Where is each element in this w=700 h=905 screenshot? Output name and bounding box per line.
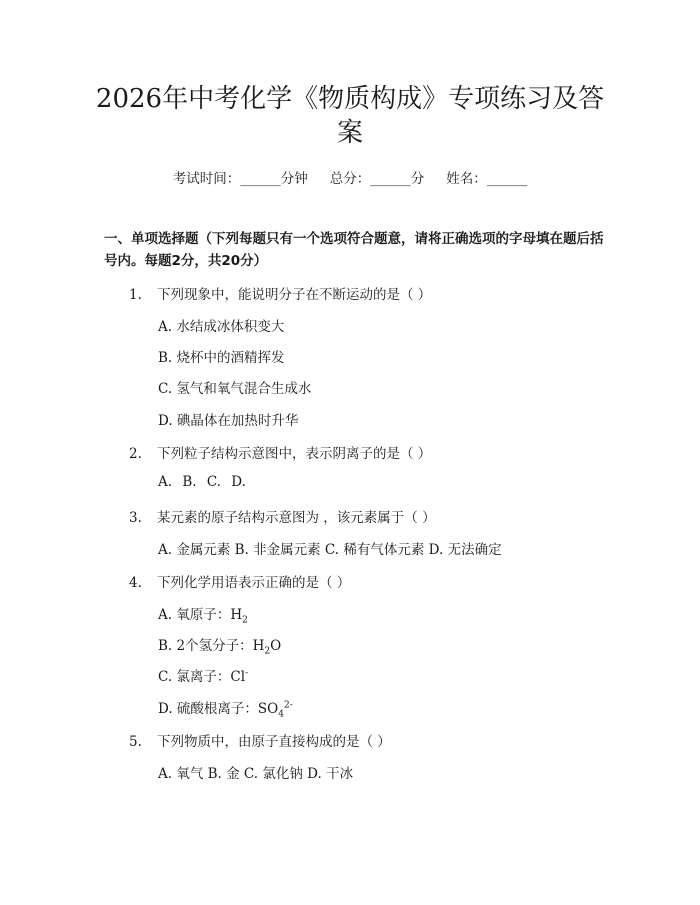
question-4: [129, 571, 350, 591]
question-1: [129, 283, 431, 303]
question-number: 4.: [129, 575, 142, 591]
q1-option-d: D. 碘晶体在加热时升华: [158, 413, 299, 429]
q4-option-a: A. 氧原子：$H_2$: [158, 607, 248, 626]
q4-option-b: B. 2个氢分子：$H_2O$: [158, 638, 282, 657]
question-text: 下列现象中，能说明分子在不断运动的是（ ）: [157, 287, 432, 303]
section-heading: 一、单项选择题（下列每题只有一个选项符合题意，请将正确选项的字母填在题后括号内。每题2分，共20分）: [104, 231, 604, 269]
exam-info-line: [0, 167, 700, 187]
q5-options: A. 氧气 B. 金 C. 氯化钠 D. 干冰: [158, 766, 354, 782]
question-text: 某元素的原子结构示意图为 ，该元素属于（ ）: [157, 510, 436, 526]
q4-option-c: C. 氯离子：Cl-: [158, 668, 249, 685]
question-text: 下列化学用语表示正确的是（ ）: [157, 575, 351, 591]
total-score-field: 总分：______分: [329, 171, 425, 187]
question-number: 1.: [129, 287, 142, 303]
question-number: 3.: [129, 510, 142, 526]
question-number: 2.: [129, 446, 142, 462]
question-3: [129, 506, 436, 526]
question-text: 下列物质中，由原子直接构成的是（ ）: [157, 734, 391, 750]
q1-option-b: B. 烧杯中的酒精挥发: [158, 350, 285, 366]
q4-option-d: D. 硫酸根离子：$SO_4^{2-}$: [158, 700, 293, 720]
q1-option-a: A. 水结成冰体积变大: [158, 319, 285, 335]
question-2: [129, 442, 431, 462]
question-5: [129, 730, 391, 750]
q2-options: A. B. C. D.: [158, 474, 246, 490]
name-field: 姓名：______: [446, 171, 528, 187]
question-text: 下列粒子结构示意图中，表示阴离子的是（ ）: [157, 446, 432, 462]
question-number: 5.: [129, 734, 142, 750]
document-title: 2026年中考化学《物质构成》专项练习及答案: [95, 84, 605, 148]
q1-option-c: C. 氢气和氧气混合生成水: [158, 381, 312, 397]
q3-options: A. 金属元素 B. 非金属元素 C. 稀有气体元素 D. 无法确定: [158, 542, 502, 558]
exam-time-field: 考试时间：______分钟: [172, 171, 308, 187]
